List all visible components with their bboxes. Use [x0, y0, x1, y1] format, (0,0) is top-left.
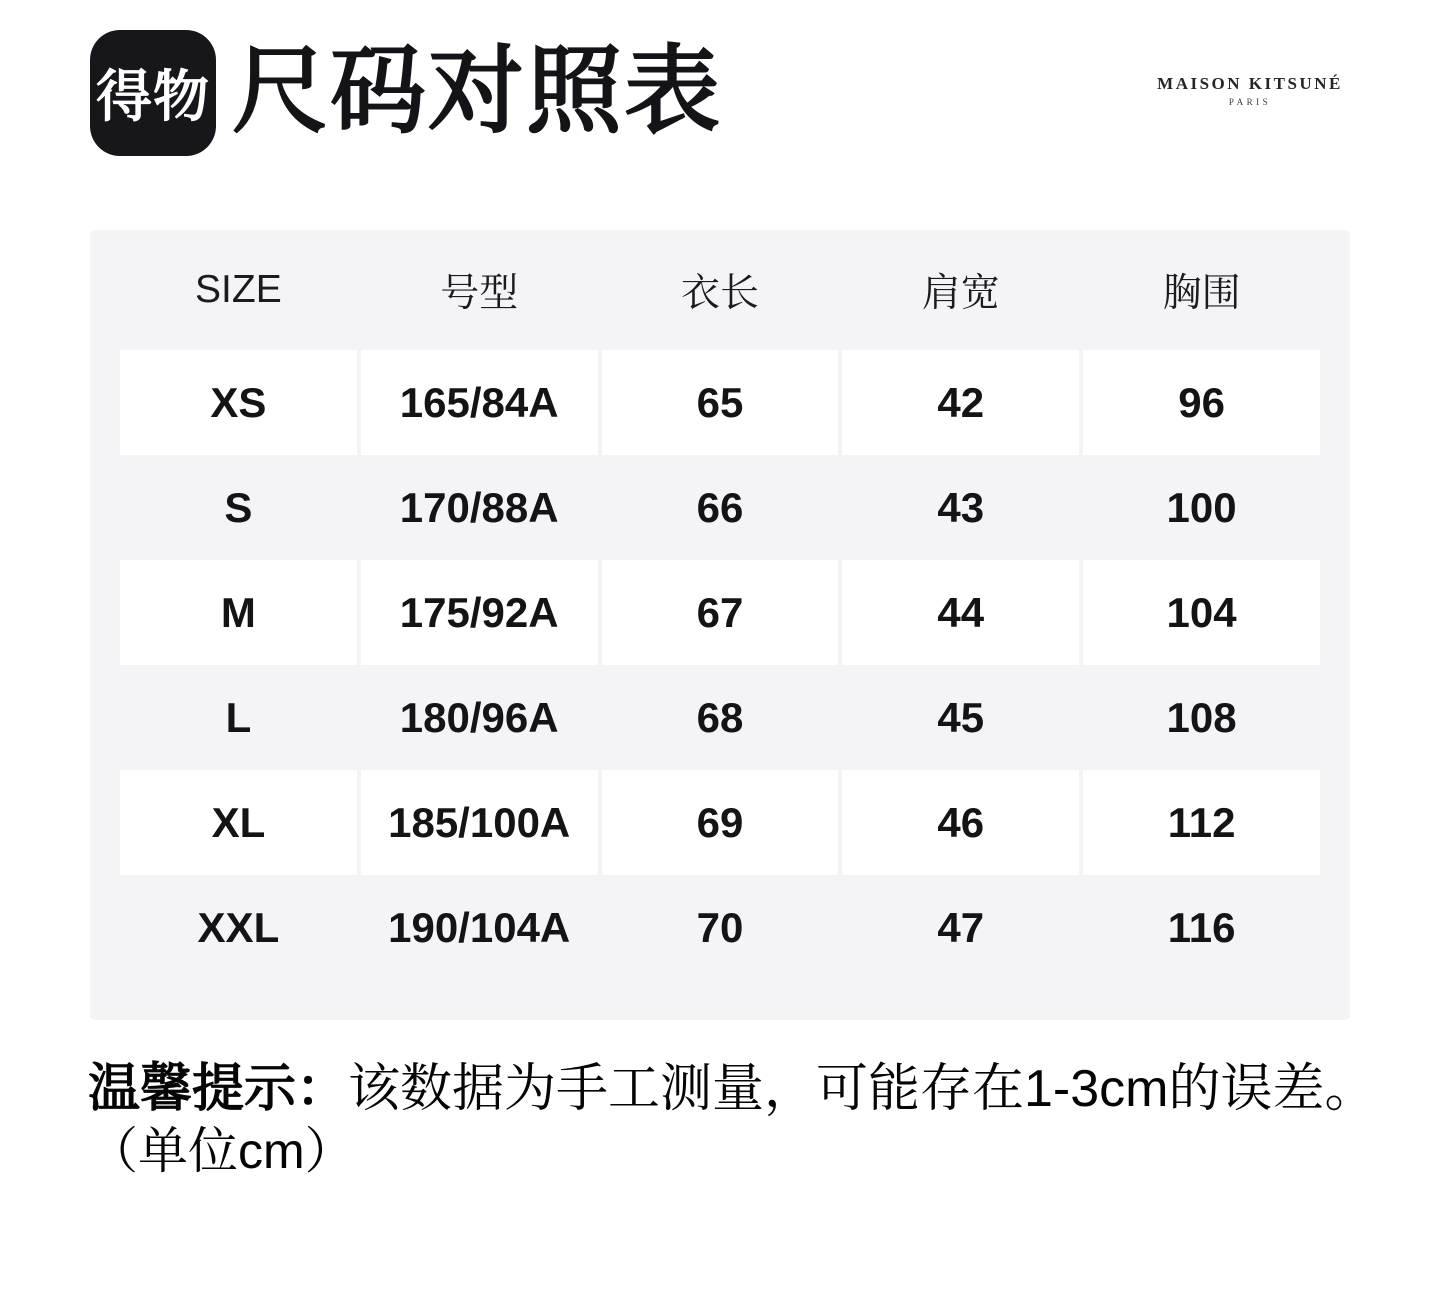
cell-model: 185/100A [361, 770, 598, 875]
cell-chest: 116 [1167, 903, 1236, 951]
measurement-note [88, 1058, 1398, 1180]
cell-chest: 96 [1083, 350, 1320, 455]
brand-mark [1140, 74, 1360, 107]
cell-size: S [224, 483, 253, 531]
page-title: 尺码对照表 [232, 38, 722, 145]
cell-model: 175/92A [361, 560, 598, 665]
cell-length: 70 [696, 903, 744, 951]
cell-size: XS [120, 350, 357, 455]
header-chest: 胸围 [1162, 272, 1241, 315]
brand-name: MAISON KITSUNÉ [1157, 74, 1343, 93]
cell-shoulder: 44 [842, 560, 1079, 665]
cell-chest: 104 [1083, 560, 1320, 665]
note-label: 温馨提示： [88, 1060, 349, 1118]
dewu-logo [90, 30, 216, 156]
cell-length: 67 [602, 560, 839, 665]
table-row-xs [120, 350, 1320, 455]
cell-shoulder: 46 [842, 770, 1079, 875]
header-length: 衣长 [680, 272, 759, 315]
cell-size: L [225, 693, 252, 741]
table-row-xxl [120, 875, 1320, 980]
table-row-s [120, 455, 1320, 560]
cell-length: 68 [696, 693, 744, 741]
cell-size: XXL [197, 903, 280, 951]
cell-chest: 100 [1166, 483, 1237, 531]
table-header-row [120, 230, 1320, 350]
cell-model: 190/104A [388, 903, 571, 951]
cell-chest: 108 [1166, 693, 1237, 741]
brand-city: PARIS [1228, 97, 1272, 107]
cell-model: 165/84A [361, 350, 598, 455]
cell-size: M [120, 560, 357, 665]
cell-length: 69 [602, 770, 839, 875]
table-row-l [120, 665, 1320, 770]
note-line1 [88, 1058, 1398, 1120]
cell-shoulder: 45 [937, 693, 985, 741]
note-unit: （单位cm） [88, 1123, 355, 1179]
cell-shoulder: 47 [937, 903, 985, 951]
cell-length: 66 [696, 483, 744, 531]
note-text: 该数据为手工测量，可能存在1-3cm的误差。 [348, 1060, 1377, 1118]
cell-chest: 112 [1083, 770, 1320, 875]
cell-shoulder: 43 [937, 483, 985, 531]
cell-shoulder: 42 [842, 350, 1079, 455]
header-model: 号型 [440, 272, 519, 315]
cell-model: 170/88A [399, 483, 559, 531]
cell-model: 180/96A [399, 693, 559, 741]
header-shoulder: 肩宽 [921, 272, 1000, 315]
dewu-logo-text: 得物 [96, 65, 210, 128]
cell-length: 65 [602, 350, 839, 455]
size-table [90, 230, 1350, 1020]
table-row-xl [120, 770, 1320, 875]
table-row-m [120, 560, 1320, 665]
cell-size: XL [120, 770, 357, 875]
header-size: SIZE [195, 268, 282, 311]
